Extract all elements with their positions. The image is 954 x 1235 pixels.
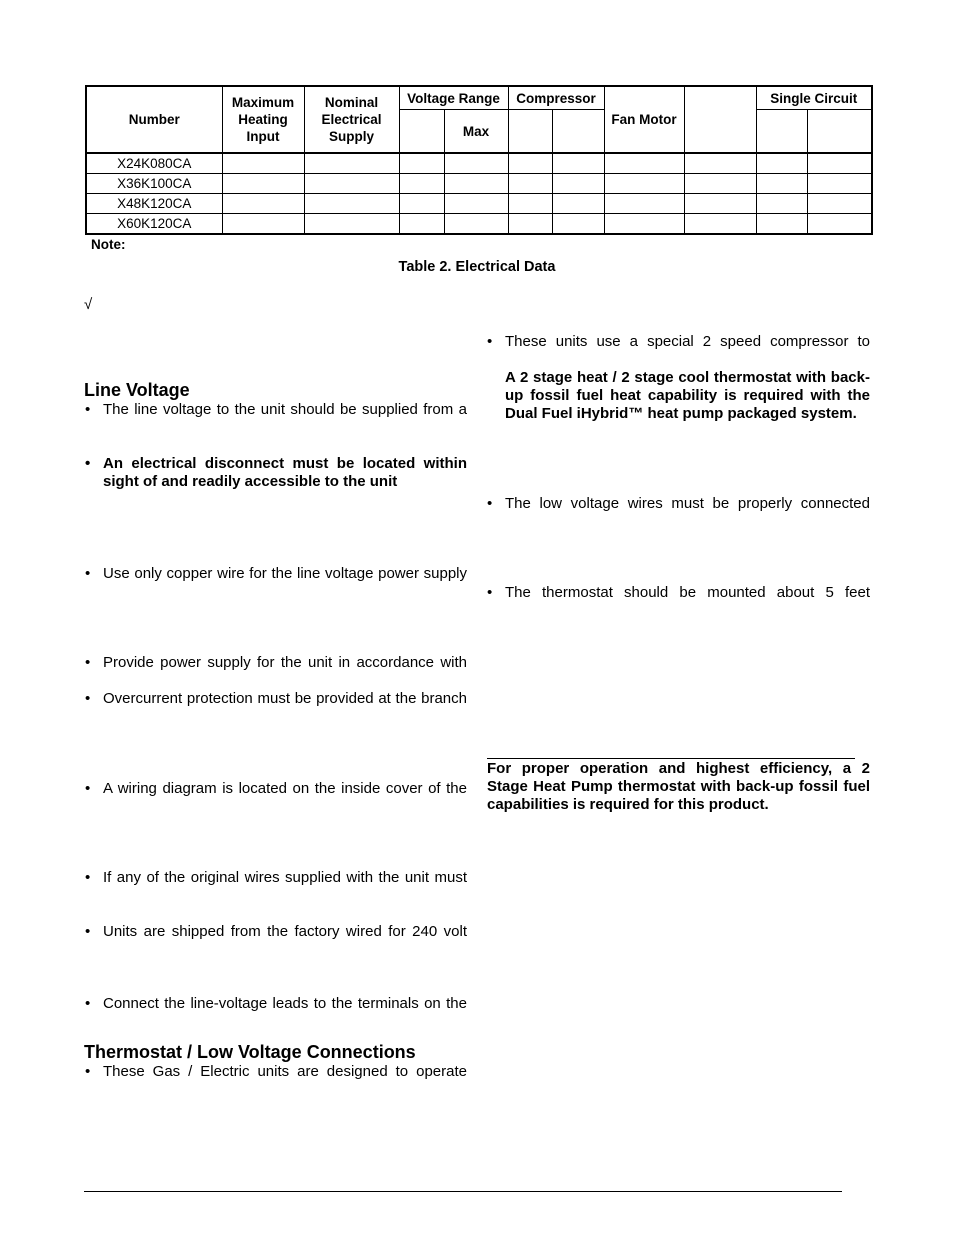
header-fan-motor: Fan Motor bbox=[604, 86, 684, 153]
header-compressor-sub2 bbox=[552, 110, 604, 154]
bullet-icon: • bbox=[85, 565, 91, 582]
bullet-text: Provide power supply for the unit in accordance with bbox=[103, 654, 467, 671]
list-item bbox=[487, 495, 870, 513]
notice-divider bbox=[487, 758, 855, 759]
bullet-text: Connect the line-voltage leads to the terminals on the bbox=[103, 995, 467, 1012]
bullet-icon: • bbox=[85, 995, 91, 1012]
list-item bbox=[487, 584, 870, 602]
bullet-text: Overcurrent protection must be provided at the branch bbox=[103, 690, 467, 707]
list-item bbox=[487, 333, 870, 351]
footer-divider bbox=[84, 1191, 842, 1192]
bullet-icon: • bbox=[85, 455, 91, 472]
bullet-text: Units are shipped from the factory wired for 240 volt bbox=[103, 923, 467, 940]
sqrt-mark: √ bbox=[84, 296, 93, 313]
bullet-icon: • bbox=[85, 869, 91, 886]
list-item bbox=[85, 923, 467, 941]
bullet-text: The thermostat should be mounted about 5 feet bbox=[505, 584, 870, 601]
bullet-icon: • bbox=[487, 584, 493, 601]
efficiency-notice: For proper operation and highest efficiency, a 2 Stage Heat Pump thermostat with back-up fossil fuel capabilities is required for this product. bbox=[487, 760, 870, 813]
header-compressor: Compressor bbox=[508, 86, 604, 110]
list-item bbox=[85, 1063, 467, 1081]
list-item bbox=[85, 654, 467, 672]
bullet-icon: • bbox=[85, 923, 91, 940]
table-row bbox=[86, 214, 872, 235]
bullet-text: These Gas / Electric units are designed to operate bbox=[103, 1063, 467, 1080]
electrical-data-table bbox=[85, 85, 873, 235]
model-number-cell: X36K100CA bbox=[86, 174, 222, 194]
list-item bbox=[85, 995, 467, 1013]
header-nominal-supply: Nominal Electrical Supply bbox=[304, 86, 399, 153]
electrical-data-table-wrap bbox=[85, 85, 871, 235]
bullet-text: If any of the original wires supplied with the unit must bbox=[103, 869, 467, 886]
list-item bbox=[85, 565, 467, 583]
bullet-text: The low voltage wires must be properly connected bbox=[505, 495, 870, 512]
bullet-icon: • bbox=[85, 1063, 91, 1080]
table-row bbox=[86, 194, 872, 214]
bullet-icon: • bbox=[487, 495, 493, 512]
bullet-icon: • bbox=[85, 401, 91, 418]
model-number-cell: X24K080CA bbox=[86, 153, 222, 174]
header-single-circuit: Single Circuit bbox=[756, 86, 872, 110]
header-single-circuit-sub1 bbox=[756, 110, 807, 154]
thermostat-heading: Thermostat / Low Voltage Connections bbox=[84, 1042, 416, 1062]
table-caption: Table 2. Electrical Data bbox=[398, 259, 556, 275]
model-number-cell: X48K120CA bbox=[86, 194, 222, 214]
list-item bbox=[85, 869, 467, 887]
list-item bbox=[85, 690, 467, 708]
header-voltage-min bbox=[399, 110, 444, 154]
bullet-text: The line voltage to the unit should be supplied from a bbox=[103, 401, 467, 418]
list-item bbox=[85, 780, 467, 798]
bullet-text: Use only copper wire for the line voltage power supply bbox=[103, 565, 467, 582]
bullet-icon: • bbox=[487, 333, 493, 350]
bullet-text: An electrical disconnect must be located within sight of and readily accessible to the unit bbox=[103, 455, 467, 490]
header-single-circuit-sub2 bbox=[807, 110, 872, 154]
bullet-icon: • bbox=[85, 690, 91, 707]
table-row bbox=[86, 153, 872, 174]
model-number-cell: X60K120CA bbox=[86, 214, 222, 235]
line-voltage-heading: Line Voltage bbox=[84, 380, 190, 400]
header-compressor-sub1 bbox=[508, 110, 552, 154]
header-voltage-max: Max bbox=[444, 110, 508, 154]
header-max-heating-input: Maximum Heating Input bbox=[222, 86, 304, 153]
list-item bbox=[85, 401, 467, 419]
header-number: Number bbox=[86, 86, 222, 153]
bullet-icon: • bbox=[85, 780, 91, 797]
bullet-text: A wiring diagram is located on the inside cover of the bbox=[103, 780, 467, 797]
bullet-icon: • bbox=[85, 654, 91, 671]
header-voltage-range: Voltage Range bbox=[399, 86, 508, 110]
table-row bbox=[86, 174, 872, 194]
header-blank bbox=[684, 86, 756, 153]
table-note-label: Note: bbox=[91, 237, 126, 252]
thermostat-requirement-paragraph: A 2 stage heat / 2 stage cool thermostat with back-up fossil fuel heat capability is required with the Dual Fuel iHybrid™ heat pump packaged system. bbox=[505, 369, 870, 422]
list-item bbox=[85, 455, 467, 491]
bullet-text: These units use a special 2 speed compressor to bbox=[505, 333, 870, 350]
